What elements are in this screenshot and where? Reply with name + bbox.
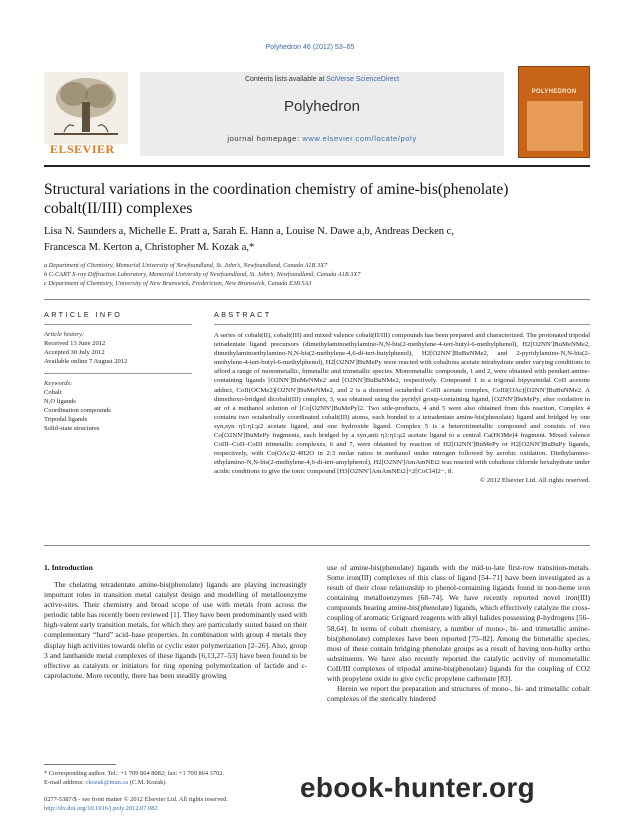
divider — [44, 324, 192, 325]
body-paragraph: Herein we report the preparation and structures of mono-, bi- and trimetallic cobalt complexes of the sterically hindered — [327, 684, 590, 704]
copyright-notice: © 2012 Elsevier Ltd. All rights reserved. — [479, 476, 590, 484]
history-accepted: Accepted 30 July 2012 — [44, 349, 105, 356]
author-list — [44, 224, 590, 256]
email-note — [44, 779, 307, 788]
keyword: Cobalt — [44, 389, 62, 396]
doi-link[interactable]: http://dx.doi.org/10.1016/j.poly.2012.07.082 — [44, 805, 158, 812]
body-column-right — [327, 563, 590, 704]
title-line: Structural variations in the coordination chemistry of amine-bis(phenolate) — [44, 181, 509, 198]
journal-masthead — [44, 72, 590, 156]
publisher-wordmark: ELSEVIER — [50, 142, 115, 156]
affiliation-a: a Department of Chemistry, Memorial University of Newfoundland, St. John’s, Newfoundland, Canada A1B 3X7 — [44, 262, 328, 269]
article-title — [44, 180, 590, 218]
article-info-panel — [44, 310, 192, 433]
abstract-panel — [214, 310, 590, 484]
section-divider — [44, 299, 590, 300]
corresponding-author-note: * Corresponding author. Tel.: +1 709 864 8082; fax: +1 709 864 3702. — [44, 770, 225, 777]
affiliation-c: c Department of Chemistry, University of New Brunswick, Fredericton, New Brunswick, Canada E3B 5A3 — [44, 280, 312, 287]
history-received: Received 13 June 2012 — [44, 340, 106, 347]
cover-artwork — [527, 101, 583, 151]
homepage-link[interactable]: www.elsevier.com/locate/poly — [302, 134, 417, 143]
divider — [214, 324, 590, 325]
issn-line: 0277-5387/$ - see front matter © 2012 Elsevier Ltd. All rights reserved. — [44, 796, 228, 803]
watermark-logo: ebook-hunter.org — [300, 772, 536, 803]
header-divider — [44, 165, 590, 167]
body-paragraph: The chelating tetradentate amine-bis(phenolate) ligands are playing increasingly important roles in transition metal catalyst design and modelling of metalloenzyme active-sites. Their chemistry and broad scope of use with metals from across the periodic table has recently been reviewed [1]. They have been predominantly used with high-valent early transition metals, for which they are particularly suited based on their complementary “hard” acid–base properties. In combination with group 4 metals they display high activities towards olefin or cyclic ester polymerization [2–26]. Also, group 3 and lanthanide metal complexes of these ligands [6,13,27–53] have been found to be effective as catalysts or initiators for ring opening polymerization of lactide and ε-caprolactone. More recently, there has been steadily growing — [44, 580, 307, 680]
body-column-left — [44, 563, 307, 681]
homepage-prefix: journal homepage: — [227, 134, 303, 143]
author-line: Francesca M. Kerton a, Christopher M. Kozak a,* — [44, 242, 255, 253]
sciencedirect-link[interactable]: SciVerse ScienceDirect — [326, 76, 400, 83]
divider — [44, 373, 192, 374]
keyword: Coordination compounds — [44, 407, 111, 414]
keyword: N,O ligands — [44, 398, 76, 405]
body-paragraph: use of amine-bis(phenolate) ligands with the mid-to-late first-row transition-metals. Some iron(III) complexes of this class of ligand [54–71] have been investigated as a result of their close relationship to phenol-containing ligands found in non-heme iron containing metalloenzymes [68–74]. We have recently reported novel iron(III) compounds bearing amine-bis(phenolate) ligands, which effectively catalyze the cross-coupling of aromatic Grignard reagents with alkyl halides possessing β-hydrogens [56–58,64]. In terms of cobalt chemistry, a number of mono-, bi- and trimetallic amine-bis(phenolate) complexes have been reported [75–82]. Among the bimetallic species, most of these contain bridging phenolate groups as a result of having non-bulky ortho substituents. We have also recently reported the catalytic activity of monometallic CoII/III complexes of tripodal amine-bis(phenolate) ligands for the coupling of CO2 with propylene oxide to give cyclic propylene carbonate [83]. — [327, 563, 590, 684]
contents-line — [140, 76, 504, 83]
keyword: Tripodal ligands — [44, 416, 88, 423]
contents-prefix: Contents lists available at — [244, 76, 327, 83]
affiliation-b: b C-CART X-ray Diffraction Laboratory, Memorial University of Newfoundland, St. John’s, Newfoundland, Canada A1B 3X7 — [44, 271, 361, 278]
author-line: Lisa N. Saunders a, Michelle E. Pratt a, Sarah E. Hann a, Louise N. Dawe a,b, Andreas Decken c, — [44, 226, 454, 237]
section-divider — [44, 545, 590, 546]
email-suffix: (C.M. Kozak). — [128, 779, 168, 786]
article-info-heading: ARTICLE INFO — [44, 310, 123, 319]
journal-citation: Polyhedron 46 (2012) 53–65 — [265, 44, 355, 51]
doi-line — [44, 805, 158, 814]
journal-banner — [140, 72, 504, 156]
abstract-heading: ABSTRACT — [214, 310, 272, 319]
abstract-text: A series of cobalt(II), cobalt(III) and mixed valence cobalt(II/III) compounds has been prepared and characterized. The protonated tripodal tetradentate ligand precursors (dimethylaminoethylamino-N,N-bis(2-methylene-4-tert-butyl-6-methylphenol), H2[O2NN']BuMeNMe2, dimethylaminoethylamino-N,N-bis(2-methylene-4,6-di-tert-butylphenol), H2[O2NN']BuBuNMe2, and 2-pyridylamino-N,N-bis(2-methylene-4-tert-butyl-6-methylphenol), H2[O2NN']BuMePy were reacted with cobaltous acetate tetrahydrate under varying conditions to afford a range of monometallic, bimetallic and trimetallic species. Monometallic compounds, 1 and 2, were obtained with pendant amine-containing ligands [O2NN']BuMeNMe2 and [O2NN']BuBuNMe2, respectively. Compound 1 is a trigonal bipyramidal CoII acetone adduct, CoII(OCMe2)[O2NN']BuMeNMe2, and 2 is a distorted octahedral CoIII acetate complex, CoIII(OAc)[O2NN']BuBuNMe2. A dimethoxo-bridged dicobalt(III) complex, 3, was obtained using the pyridyl group-containing ligand, [O2NN']BuMePy, after oxidation in air of a methanol solution of [Co[O2NN']BuMePy]2. Two side-products, 4 and 5 were also obtained from this reaction. Complex 4 contains two octahedrally coordinated cobalt(III) atoms, each bonded to a tetradentate amine-bis(phenolate) ligand and bridged by one syn,syn η1:η1:μ2 acetate ligand, and one hydroxide ligand. Complex 5 is a heterotrimetallic compound and consists of two Co[O2NN']BuMePy fragments, each bridged by a syn,anti η1:η1:μ2 acetate ligand to a central Ca(HOMe)4 fragment. Mixed valence CoIII–CoII–CoIII trimetallic complexes, 6 and 7, were obtained by reaction of H2[O2NN']BuMePy or H2[O2NN']BuBuPy ligands, respectively, with Co(OAc)2·4H2O in 2:3 molar ratios in methanol under nitrogen followed by aerobic oxidation. Diethylamino-ethylamino-N,N-bis(2-methylene-4,6-di-tert-amylphenol), H2[O2NN']AmAmNEt2 was reacted with cobaltous chloride hexahydrate under acidic conditions to give the ionic compound [H3[O2NN']AmAmNEt2]+2[CoCl4]2−, 8. — [214, 332, 590, 476]
journal-cover-image — [518, 66, 590, 158]
history-label: Article history: — [44, 331, 85, 338]
history-online: Available online 7 August 2012 — [44, 358, 128, 365]
elsevier-logo — [44, 72, 128, 156]
cover-title: POLYHEDRON — [531, 89, 577, 95]
footnote-divider — [44, 764, 116, 765]
tree-icon — [44, 72, 128, 144]
introduction-heading: 1. Introduction — [44, 563, 93, 572]
keywords-label: Keywords: — [44, 380, 73, 387]
email-label: E-mail address: — [44, 779, 86, 786]
journal-name: Polyhedron — [284, 98, 360, 115]
title-line: cobalt(II/III) complexes — [44, 200, 193, 217]
keyword: Solid-state structures — [44, 425, 100, 432]
journal-homepage — [140, 134, 504, 143]
email-link[interactable]: ckozak@mun.ca — [85, 779, 129, 786]
